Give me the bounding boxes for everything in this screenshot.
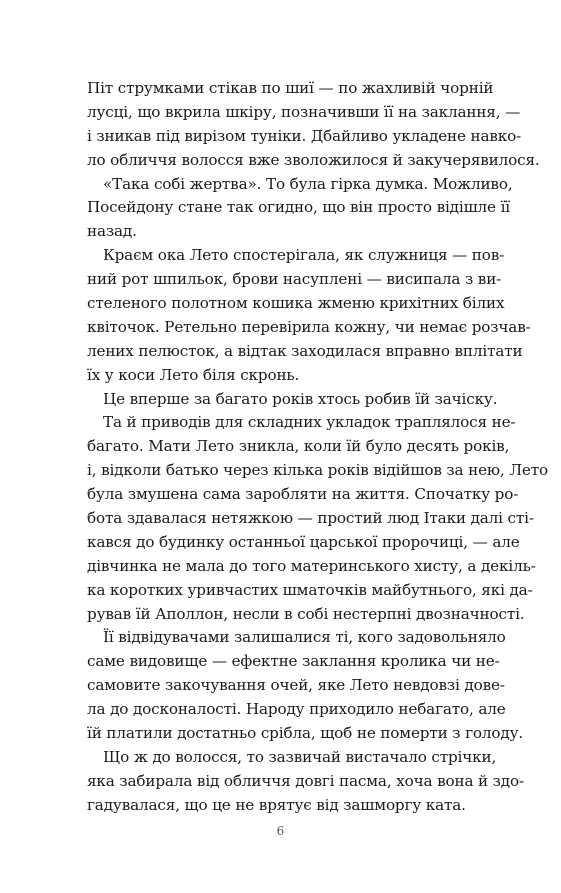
text-line: самовите закочування очей, яке Лето невдовзі дове-	[87, 676, 505, 695]
text-line: Її відвідувачами залишалися ті, кого задовольняло	[103, 628, 506, 647]
text-line: Посейдону стане так огидно, що він просто відішле її	[87, 198, 510, 217]
text-line: бота здавалася нетяжкою — простий люд Ітаки далі сті-	[87, 509, 534, 528]
text-line: назад.	[87, 222, 137, 241]
text-line: багато. Мати Лето зникла, коли їй було десять років,	[87, 437, 510, 456]
body-text	[87, 77, 548, 818]
paragraph	[87, 173, 513, 245]
paragraph	[87, 244, 531, 387]
page-number: 6	[276, 824, 285, 838]
text-line: ний рот шпильок, брови насуплені — висипала з ви-	[87, 270, 502, 289]
text-line: ла до досконалості. Народу приходило небагато, але	[87, 700, 506, 719]
text-line: яка забирала від обличчя довгі пасма, хоча вона й здо-	[87, 771, 524, 790]
text-line: Це вперше за багато років хтось робив їй зачіску.	[103, 389, 498, 408]
text-line: лених пелюсток, а відтак заходилася вправно вплітати	[87, 341, 523, 360]
text-line: «Така собі жертва». То була гірка думка. Можливо,	[103, 174, 513, 193]
paragraph	[87, 77, 540, 173]
text-line: ло обличчя волосся вже зволожилося й закучерявилося.	[87, 150, 540, 169]
text-line: була змушена сама заробляти на життя. Спочатку ро-	[87, 485, 519, 504]
text-line: лусці, що вкрила шкіру, позначивши її на заклання, —	[87, 102, 521, 121]
text-line: стеленого полотном кошика жменю крихітних білих	[87, 294, 505, 313]
paragraph	[87, 626, 524, 745]
text-line: кався до будинку останньої царської пророчиці, — але	[87, 532, 520, 551]
text-line: ка коротких уривчастих шматочків майбутнього, які да-	[87, 580, 533, 599]
text-line: і зникав під вирізом туніки. Дбайливо укладене навко-	[87, 126, 522, 145]
text-line: і, відколи батько через кілька років відійшов за нею, Лето	[87, 461, 548, 480]
paragraph	[87, 388, 498, 412]
text-line: Що ж до волосся, то зазвичай вистачало стрічки,	[103, 747, 497, 766]
paragraph	[87, 746, 524, 818]
paragraph	[87, 411, 548, 626]
text-line: дівчинка не мала до того материнського хисту, а декіль-	[87, 556, 536, 575]
text-line: рував їй Аполлон, несли в собі нестерпні двозначності.	[87, 604, 525, 623]
text-line: гадувалася, що це не врятує від зашморгу ката.	[87, 795, 466, 814]
text-line: Та й приводів для складних укладок траплялося не-	[103, 413, 516, 432]
text-line: їх у коси Лето біля скронь.	[87, 365, 300, 384]
text-line: саме видовище — ефектне заклання кролика чи не-	[87, 652, 500, 671]
text-line: їй платили достатньо срібла, щоб не померти з голоду.	[87, 724, 524, 743]
text-line: Піт струмками стікав по шиї — по жахливій чорній	[87, 79, 494, 97]
text-line: Краєм ока Лето спостерігала, як служниця — пов-	[103, 246, 505, 265]
text-line: квіточок. Ретельно перевірила кожну, чи немає розчав-	[87, 317, 531, 336]
